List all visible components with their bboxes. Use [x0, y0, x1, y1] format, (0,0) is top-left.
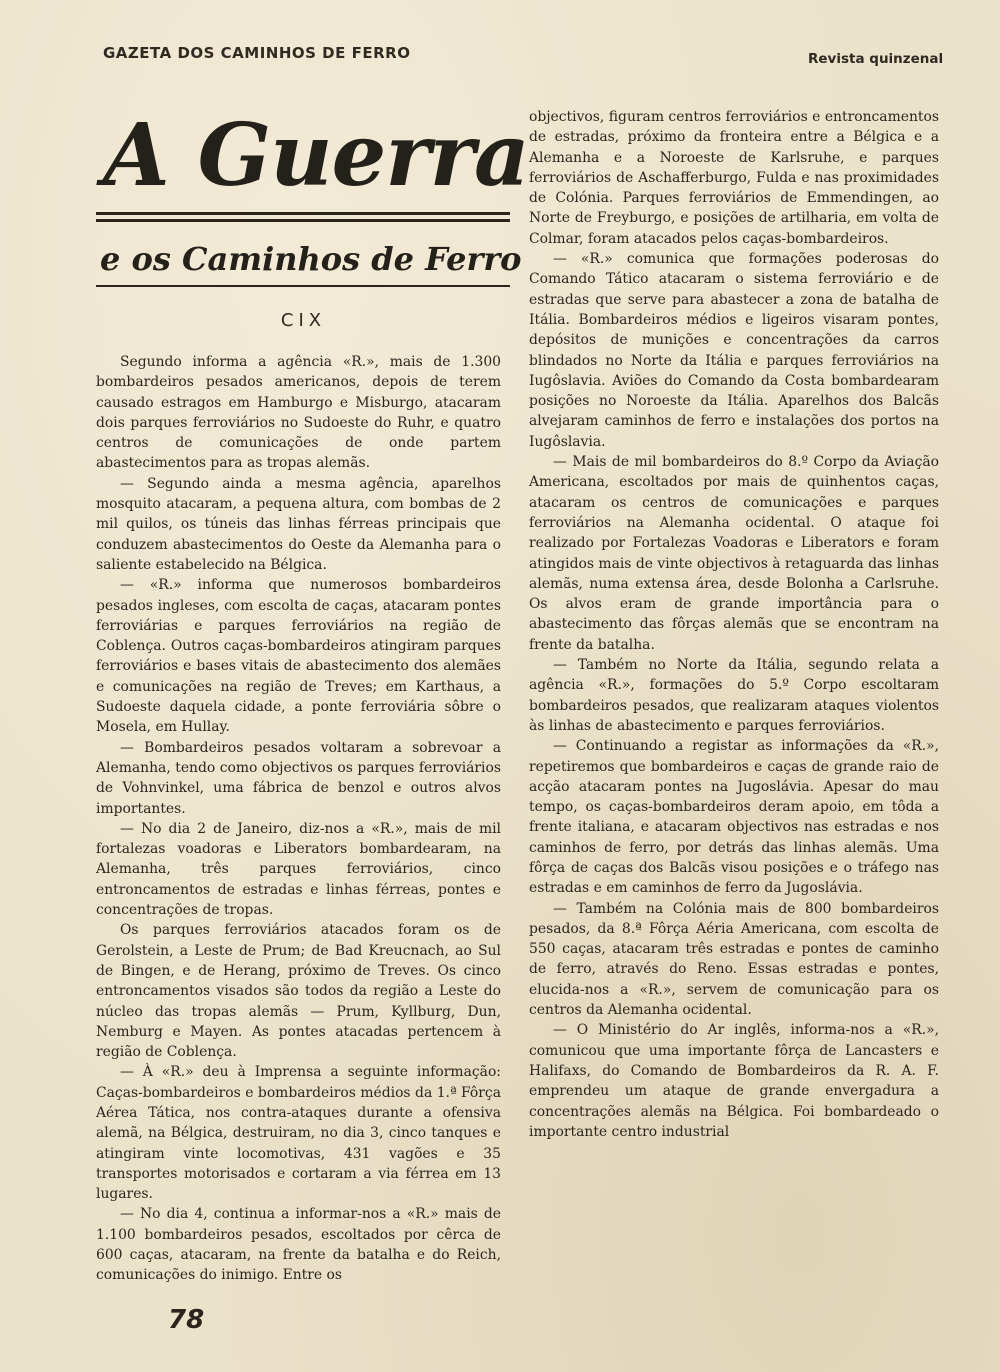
paragraph: — À «R.» deu à Imprensa a seguinte informação: Caças-bombardeiros e bombardeiros médios da 1.ª Fôrça Aérea Tática, nos contra-ataques durante a ofensiva alemã, na Bélgica, destruiram, no dia 3, cinco tanques e atingiram vinte locomotivas, 431 vagões e 35 transportes motorisados e cortaram a via férrea em 13 lugares.	[96, 1064, 501, 1203]
title-rule-top	[96, 212, 510, 215]
page-number: 78	[168, 1305, 205, 1335]
publication-name: GAZETA DOS CAMINHOS DE FERRO	[103, 44, 411, 62]
publication-periodicity: Revista quinzenal	[808, 51, 944, 67]
paragraph: — «R.» informa que numerosos bombardeiros pesados ingleses, com escolta de caças, atacaram pontes ferroviárias e parques ferroviários na região de Coblença. Outros caças-bombardeiros atingiram parques ferroviários e bases vitais de abastecimento dos alemães e comunicações na região de Treves; em Karthaus, a Sudoeste daquela cidade, a ponte ferroviária sôbre o Mosela, em Hullay.	[96, 577, 501, 736]
paragraph: — No dia 2 de Janeiro, diz-nos a «R.», mais de mil fortalezas voadoras e Liberators bombardearam, na Alemanha, três parques ferroviários, cinco entroncamentos de estradas e linhas férreas, pontes e concentrações de tropas.	[96, 820, 501, 919]
paragraph: Segundo informa a agência «R.», mais de 1.300 bombardeiros pesados americanos, depois de terem causado estragos em Hamburgo e Misburgo, atacaram dois parques ferroviários no Sudoeste do Ruhr, e quatro centros de comunicações de onde partem abastecimentos para as tropas alemãs.	[96, 354, 501, 472]
paragraph: — Mais de mil bombardeiros do 8.º Corpo da Aviação Americana, escoltados por mais de quinhentos caças, atacaram os centros de comunicações e parques ferroviários na Alemanha ocidental. O ataque foi realizado por Fortalezas Voadoras e Liberators e foram atingidos mais de vinte objectivos à retaguarda das linhas alemãs, numa extensa área, desde Bolonha a Carlsruhe. Os alvos eram de grande importância para o abastecimento das fôrças alemãs que se encontram na frente da batalha.	[529, 454, 939, 653]
article-numeral: CIX	[280, 310, 327, 331]
paragraph: — Continuando a registar as informações da «R.», repetiremos que bombardeiros e caças de grande raio de acção atacaram pontes na Jugoslávia. Apesar do mau tempo, os caças-bombardeiros deram apoio, em tôda a frente italiana, e atacaram objectivos nas estradas e nos caminhos de ferro, por detrás das linhas alemãs. Uma fôrça de caças dos Balcãs visou posições e o tráfego nas estradas e em caminhos de ferro da Jugoslávia.	[529, 738, 939, 897]
article-subtitle: e os Caminhos de Ferro	[100, 240, 522, 278]
paragraph-continuation: objectivos, figuram centros ferroviários e entroncamentos de estradas, próximo da fronteira entre a Bélgica e a Alemanha e a Noroeste de Karlsruhe, e parques ferroviários de Aschafferburgo, Fulda e nas proximidades de Colónia. Parques ferroviários de Emmendingen, ao Norte de Freyburgo, e posições de artilharia, em volta de Colmar, foram atacados pelos caças-bombardeiros.	[529, 109, 939, 247]
paragraph: — «R.» comunica que formações poderosas do Comando Tático atacaram o sistema ferroviário e de estradas que serve para abastecer a zona de batalha de Itália. Bombardeiros médios e ligeiros visaram pontes, depósitos de munições e concentrações da carros blindados no Norte da Itália e parques ferroviários na Iugôslavia. Aviões do Comando da Costa bombardearam posições no Noroeste da Itália. Aparelhos dos Balcãs alvejaram caminhos de ferro e instalações dos portos na Iugôslavia.	[529, 251, 939, 450]
subtitle-rule	[96, 285, 510, 287]
left-column	[96, 352, 501, 1286]
paragraph: — Bombardeiros pesados voltaram a sobrevoar a Alemanha, tendo como objectivos os parques ferroviários de Vohnvinkel, uma fábrica de benzol e outros alvos importantes.	[96, 739, 501, 817]
paragraph: — Também na Colónia mais de 800 bombardeiros pesados, da 8.ª Fôrça Aéria Americana, com escolta de 550 caças, atacaram três estradas e pontes de caminho de ferro, através do Reno. Essas estradas e pontes, elucida-nos a «R.», servem de comunicação para os centros da Alemanha ocidental.	[529, 900, 939, 1019]
paragraph: — Segundo ainda a mesma agência, aparelhos mosquito atacaram, a pequena altura, com bombas de 2 mil quilos, os túneis das linhas férreas principais que conduzem abastecimentos do Oeste da Alemanha para o saliente estabelecido na Bélgica.	[96, 475, 501, 573]
paragraph: — Também no Norte da Itália, segundo relata a agência «R.», formações do 5.º Corpo escoltaram bombardeiros pesados, que realizaram ataques violentos às linhas de abastecimento e parques ferroviários.	[529, 657, 939, 734]
right-column	[529, 107, 939, 1142]
article-title: A Guerra	[103, 105, 529, 206]
paragraph: Os parques ferroviários atacados foram os de Gerolstein, a Leste de Prum; de Bad Kreucnach, ao Sul de Bingen, e de Herang, próximo de Treves. Os cinco entroncamentos visados são todos da região a Leste do núcleo das tropas alemãs — Prum, Kyllburg, Dun, Nemburg e Mayen. As pontes atacadas pertencem à região de Coblença.	[96, 922, 501, 1061]
paragraph: — No dia 4, continua a informar-nos a «R.» mais de 1.100 bombardeiros pesados, escoltados por cêrca de 600 caças, atacaram, na frente da batalha e do Reich, comunicações do inimigo. Entre os	[96, 1206, 501, 1284]
paragraph: — O Ministério do Ar inglês, informa-nos a «R.», comunicou que uma importante fôrça de Lancasters e Halifaxs, do Comando de Bombardeiros da R. A. F. emprendeu um ataque de grande envergadura a concentrações alemãs na Bélgica. Foi bombardeado o importante centro industrial	[529, 1022, 939, 1140]
title-rule-bottom	[96, 219, 510, 222]
